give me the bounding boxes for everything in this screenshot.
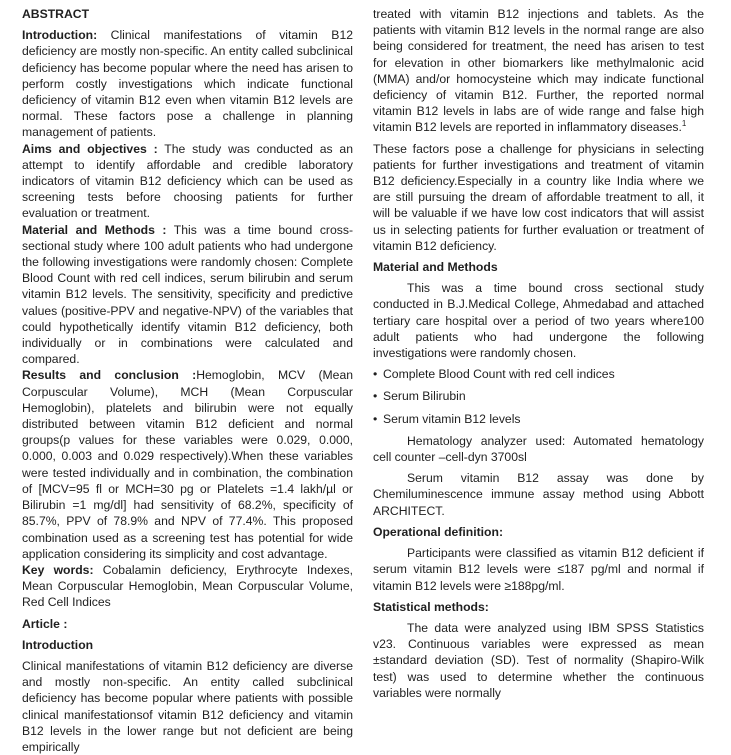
left-column <box>22 6 353 755</box>
keywords-text: Cobalamin deficiency, Erythrocyte Indexes, Mean Corpuscular Hemoglobin, Mean Corpuscular Volume, Red Cell Indices <box>22 562 353 610</box>
abstract-results <box>22 367 353 561</box>
hematology-paragraph: Hematology analyzer used: Automated hematology cell counter –cell-dyn 3700sl <box>373 433 704 465</box>
methods-paragraph: This was a time bound cross sectional study conducted in B.J.Medical College, Ahmedabad and attached tertiary care hospital over a period of two years where100 adult patients who had undergone the following investigations were randomly chosen. <box>373 281 704 361</box>
keywords-label: Key words: <box>22 562 94 577</box>
introduction-heading: Introduction <box>22 637 94 652</box>
introduction-paragraph: Clinical manifestations of vitamin B12 deficiency are diverse and mostly non-specific. An entity called subclinical deficiency has become popular where patients with possible clinical manifestationsof vitamin B12 deficiency and vitamin B12 levels in the lower range but not deficient are being empirically <box>22 658 353 754</box>
introduction-text: Clinical manifestations of vitamin B12 deficiency are mostly non-specific. An entity called subclinical deficiency has become popular where the need has arisen to perform costly investigations which indicate functional deficiency of vitamin B12 even when vitamin B12 levels are normal. These factors pose a challenge in planning management of patients. <box>22 28 353 140</box>
abstract-introduction <box>22 27 353 140</box>
article-heading: Article : <box>22 616 68 631</box>
abstract-aims <box>22 141 353 222</box>
methods-text: This was a time bound cross-sectional study where 100 adult patients who had undergone the following investigations were randomly chosen: Complete Blood Count with red cell indices, serum bilirubin and serum vitamin B12 levels. The sensitivity, specificity and predictive values (positive-PPV and negative-NPV) of the variables that could hypothetically identify vitamin B12 deficiency, both individually or in combinations were calculated and compared. <box>22 222 354 367</box>
operational-heading: Operational definition: <box>373 524 503 539</box>
statistical-paragraph: The data were analyzed using IBM SPSS Statistics v23. Continuous variables were expressed as mean ±standard deviation (SD). Test of normality (Shapiro-Wilk test) was used to determine whether the continuous variables were normally <box>373 620 704 700</box>
introduction-continued-text: treated with vitamin B12 injections and tablets. As the patients with vitamin B12 levels in the normal range are also being considered for treatment, the need has arisen to test for elevation in other biomarkers like methylmalonic acid (MMA) and/or homocysteine which may indicate functional deficiency of vitamin B12. Further, the reported normal vitamin B12 levels in labs are of wide range and false high vitamin B12 levels are reported in inflammatory diseases. <box>373 7 704 135</box>
abstract-keywords <box>22 562 353 611</box>
assay-paragraph: Serum vitamin B12 assay was done by Chemiluminescence immune assay method using Abbott ARCHITECT. <box>373 471 704 518</box>
list-item: • Serum Bilirubin <box>373 388 704 404</box>
abstract-methods <box>22 222 353 368</box>
results-label: Results and conclusion : <box>22 368 197 383</box>
methods-heading: Material and Methods <box>373 260 498 275</box>
list-item: • Complete Blood Count with red cell indices <box>373 366 704 382</box>
factors-paragraph: These factors pose a challenge for physicians in selecting patients for further investigations and treatment of vitamin B12 deficiency.Especially in a country like India where we are still pursuing the dream of affordable treatment to all, it will be valuable if we have low cost indicators that will assist us in selecting patients for further evaluation or treatment of vitamin B12 deficiency. <box>373 141 704 253</box>
introduction-continued <box>373 6 704 136</box>
reference-marker: 1 <box>681 119 687 129</box>
list-item: • Serum vitamin B12 levels <box>373 411 704 427</box>
introduction-label: Introduction: <box>22 28 98 43</box>
aims-text: The study was conducted as an attempt to identify affordable and credible laboratory indicators of vitamin B12 deficiency which can be used as screening tests before choosing patients for further evaluation or treatment. <box>22 141 353 221</box>
results-text: Hemoglobin, MCV (Mean Corpuscular Volume), MCH (Mean Corpuscular Hemoglobin), platelets and bilirubin were not equally distributed between vitamin B12 deficient and normal groups(p values for these variables were 0.029, 0.000, 0.000, 0.003 and 0.029 respectively).When these variables were tested individually and in combination, the combination of [MCV=95 fl or MCH=30 pg or Platelets =1.4 lakh/µl or Bilirubin =1 mg/dl] had sensitivity of 68.2%, specificity of 85.7%, PPV of 78.9% and NPV of 77.4%. This proposed combination used as a screening test has potential for wide application considering its simplicity and cost advantage. <box>22 368 353 561</box>
methods-label: Material and Methods : <box>22 222 167 237</box>
operational-paragraph: Participants were classified as vitamin B12 deficient if serum vitamin B12 levels were ≤187 pg/ml and normal if vitamin B12 levels were ≥188pg/ml. <box>373 546 704 593</box>
aims-label: Aims and objectives : <box>22 141 158 156</box>
investigations-list <box>373 366 704 427</box>
statistical-heading: Statistical methods: <box>373 599 489 614</box>
abstract-heading: ABSTRACT <box>22 7 90 21</box>
right-column <box>373 6 704 701</box>
